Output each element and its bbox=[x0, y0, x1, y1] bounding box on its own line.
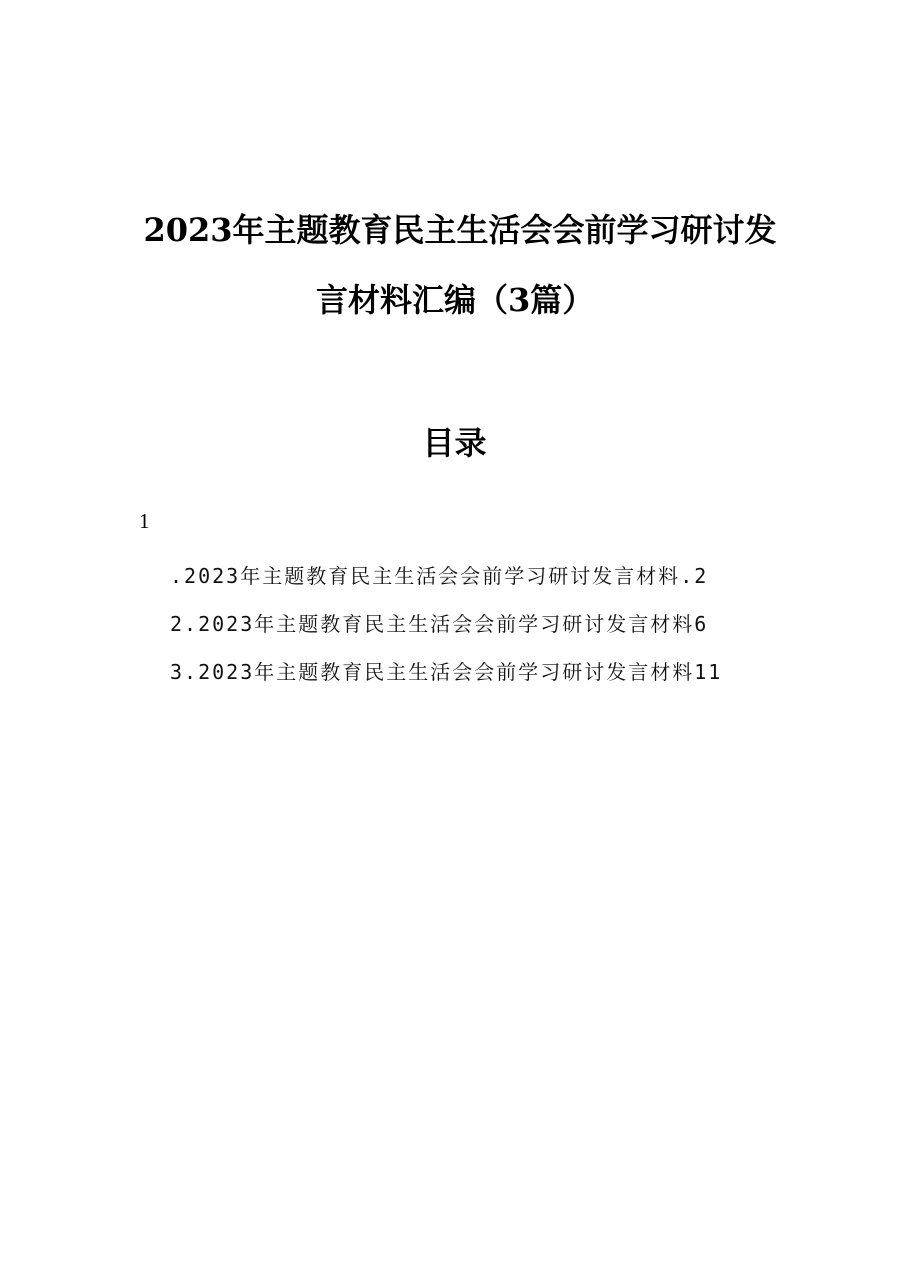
toc-stray-number: 1 bbox=[139, 509, 150, 533]
toc-item[interactable]: 2.2023年主题教育民主生活会会前学习研讨发言材料6 bbox=[170, 612, 709, 636]
document-title-line-2: 言材料汇编（3篇） bbox=[316, 281, 595, 319]
document-title-line-1: 2023年主题教育民主生活会会前学习研讨发 bbox=[143, 211, 777, 249]
toc-list bbox=[170, 552, 722, 696]
toc-heading: 目录 bbox=[422, 424, 487, 462]
toc-item[interactable]: .2023年主题教育民主生活会会前学习研讨发言材料.2 bbox=[170, 564, 709, 588]
toc-item[interactable]: 3.2023年主题教育民主生活会会前学习研讨发言材料11 bbox=[170, 660, 723, 684]
